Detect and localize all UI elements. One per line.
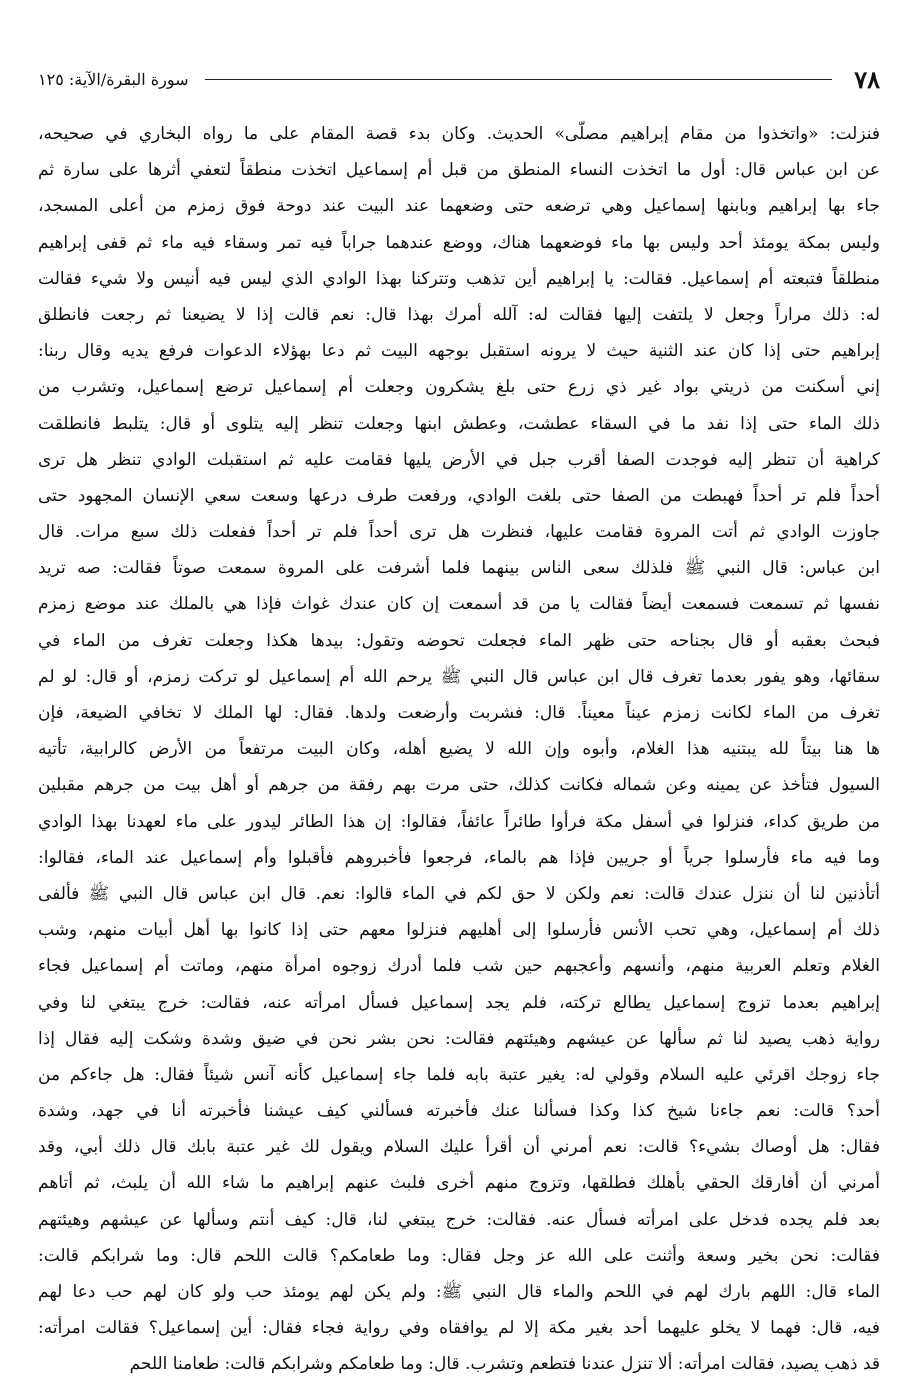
text-line: السيول فتأخذ عن يمينه وعن شماله فكانت كذلك، حتى مرت بهم رفقة من جرهم أو أهل بيت من جرهم مقبلين — [38, 775, 880, 796]
text-line: له: ذلك مراراً وجعل لا يلتفت إليها فقالت له: آلله أمرك بهذا قال: نعم قالت إذا لا يضيعنا ثم رجعت فانطلق — [38, 304, 880, 325]
text-line: إبراهيم حتى إذا كان عند الثنية حيث لا يرونه استقبل بوجهه البيت ثم دعا بهؤلاء الدعوات فرفع يديه وقال ربنا: — [38, 341, 880, 362]
text-line: الغلام وتعلم العربية منهم، وأنسهم وأعجبهم حين شب فلما أدرك زوجوه امرأة منهم، وماتت أم إسماعيل فجاء — [38, 956, 880, 977]
text-line: فيه، قال: فهما لا يخلو عليهما أحد بغير مكة إلا لم يوافقاه وفي رواية فجاء فقال: أين إسماعيل؟ فقالت امرأته: — [38, 1318, 880, 1339]
text-line: فقال: هل أوصاك بشيء؟ قالت: نعم أمرني أن أقرأ عليك السلام ويقول لك غير عتبة بابك قال ذلك أبي، وقد — [38, 1137, 880, 1158]
text-line: تغرف من الماء لكانت زمزم عيناً معيناً. قال: فشربت وأرضعت ولدها. فقال: لها الملك لا تخافي الضيعة، فإن — [38, 703, 880, 723]
text-line: ابن عباس: قال النبي ﷺ فلذلك سعى الناس بينهما فلما أشرفت على المروة سمعت صوتاً فقالت: صه تريد — [38, 558, 880, 579]
text-line: وما فيه ماء فأرسلوا جرياً أو جريين فإذا هم بالماء، فرجعوا فأخبروهم فأقبلوا وأم إسماعيل عند الماء، فقالوا: — [38, 847, 880, 868]
text-line: فقالت: نحن بخير وسعة وأثنت على الله عز وجل فقال: وما طعامكم؟ قالت اللحم قال: وما شرابكم قالت: — [38, 1245, 880, 1266]
header-rule — [205, 79, 833, 80]
text-line: وليس بمكة يومئذ أحد وليس بها ماء فوضعهما هناك، ووضع عندهما جراباً فيه تمر وسقاء فيه ماء ثم قفى إبراهيم — [38, 232, 880, 253]
text-line: الماء قال: اللهم بارك لهم في اللحم والماء قال النبي ﷺ: ولم يكن لهم يومئذ حب ولو كان لهم حب دعا لهم — [38, 1282, 880, 1302]
text-line: بعد فلم يجده فدخل على امرأته فسأل عنه. فقالت: خرج يبتغي لنا، قال: كيف أنتم وسألها عن عيشهم وهيئتهم — [38, 1209, 880, 1230]
text-line: قد ذهب يصيد، فقالت امرأته: ألا تنزل عندنا فتطعم وتشرب. قال: وما طعامكم وشرابكم قالت: طعامنا اللحم — [129, 1354, 880, 1375]
text-line: أحداً فلم تر أحداً فهبطت من الصفا حتى بلغت الوادي، ورفعت طرف درعها وسعت سعي الإنسان المجهود حتى — [38, 485, 880, 506]
page-header — [38, 62, 880, 96]
text-line: كراهية أن تنظر إليه فوجدت الصفا أقرب جبل في الأرض يليها فقامت عليه ثم استقبلت الوادي تنظر هل ترى — [38, 449, 880, 470]
text-line: إني أسكنت من ذريتي بواد غير ذي زرع حتى بلغ يشكرون وجعلت أم إسماعيل ترضع إسماعيل، وتشرب من — [38, 377, 880, 398]
text-line: رواية ذهب يصيد لنا ثم سألها عن عيشهم وهيئتهم فقالت: نحن بشر نحن في ضيق وشدة وشكت إليه فقال إذا — [38, 1028, 880, 1049]
text-line: أحد؟ قالت: نعم جاءنا شيخ كذا وكذا فسألنا عنك فأخبرته فسألني كيف عيشنا فأخبرته أنا في جهد، وشدة — [38, 1101, 880, 1122]
running-head: سورة البقرة/الآية: ١٢٥ — [38, 69, 189, 89]
page-number: ٧٨ — [854, 64, 880, 94]
text-line: فبحث بعقبه أو قال بجناحه حتى ظهر الماء فجعلت تحوضه وتقول: بيدها هكذا وجعلت تغرف من الماء في — [38, 630, 880, 651]
text-line: ها هنا بيتاً لله يبتنيه هذا الغلام، وأبوه وإن الله لا يضيع أهله، وكان البيت مرتفعاً من الأرض كالرابية، تأتيه — [38, 739, 880, 760]
text-line: أتأذنين لنا أن ننزل عندك قالت: نعم ولكن لا حق لكم في الماء قالوا: نعم. قال ابن عباس قال النبي ﷺ فألفى — [38, 883, 880, 904]
text-line: سقائها، وهو يفور بعدما تغرف قال ابن عباس قال النبي ﷺ يرحم الله أم إسماعيل لو تركت زمزم، أو قال: لو لم — [38, 666, 880, 687]
text-line: من طريق كداء، فنزلوا في أسفل مكة فرأوا طائراً عائفاً، فقالوا: إن هذا الطائر ليدور على ماء لعهدنا بهذا الوادي — [38, 811, 880, 832]
text-line: جاء بها إبراهيم وبابنها إسماعيل وهي ترضعه حتى وضعهما عند البيت عند دوحة فوق زمزم من أعلى المسجد، — [38, 196, 880, 217]
text-line: جاوزت الوادي ثم أتت المروة فقامت عليها، فنظرت هل ترى أحداً فلم تر أحداً ففعلت ذلك سبع مرات. قال — [38, 522, 880, 543]
text-line: ذلك أم إسماعيل، وهي تحب الأنس فأرسلوا إلى أهليهم فنزلوا معهم حتى إذا كانوا بها أهل أبيات منهم، وشب — [38, 920, 880, 941]
text-line: إبراهيم بعدما تزوج إسماعيل يطالع تركته، فلم يجد إسماعيل فسأل امرأته عنه، فقالت: خرج يبتغي لنا وفي — [38, 992, 880, 1013]
text-line: فنزلت: «واتخذوا من مقام إبراهيم مصلّى» الحديث. وكان بدء قصة المقام على ما رواه البخاري في صحيحه، — [38, 124, 880, 144]
body-text — [38, 116, 880, 1383]
text-line: جاء زوجك اقرئي عليه السلام وقولي له: يغير عتبة بابه فلما جاء إسماعيل كأنه آنس شيئاً فقال: هل جاءكم من — [38, 1064, 880, 1085]
text-line: أمرني أن أفارقك الحقي بأهلك فطلقها، وتزوج منهم أخرى فلبث عنهم إبراهيم ما شاء الله أن يلبث، ثم أتاهم — [38, 1173, 880, 1194]
text-line: عن ابن عباس قال: أول ما اتخذت النساء المنطق من قبل أم إسماعيل اتخذت منطقاً لتعفي أثرها على سارة ثم — [38, 160, 880, 181]
text-line: ذلك الماء حتى إذا نفد ما في السقاء عطشت، وعطش ابنها وجعلت تنظر إليه يتلوى أو قال: يتلبط فانطلقت — [38, 413, 880, 434]
text-line: نفسها ثم تسمعت فسمعت أيضاً فقالت يا من قد أسمعت إن كان عندك غواث فإذا هي بالملك عند موضع زمزم — [38, 594, 880, 615]
text-line: منطلقاً فتبعته أم إسماعيل. فقالت: يا إبراهيم أين تذهب وتتركنا بهذا الوادي الذي ليس فيه أنيس ولا شيء فقالت — [38, 268, 880, 289]
